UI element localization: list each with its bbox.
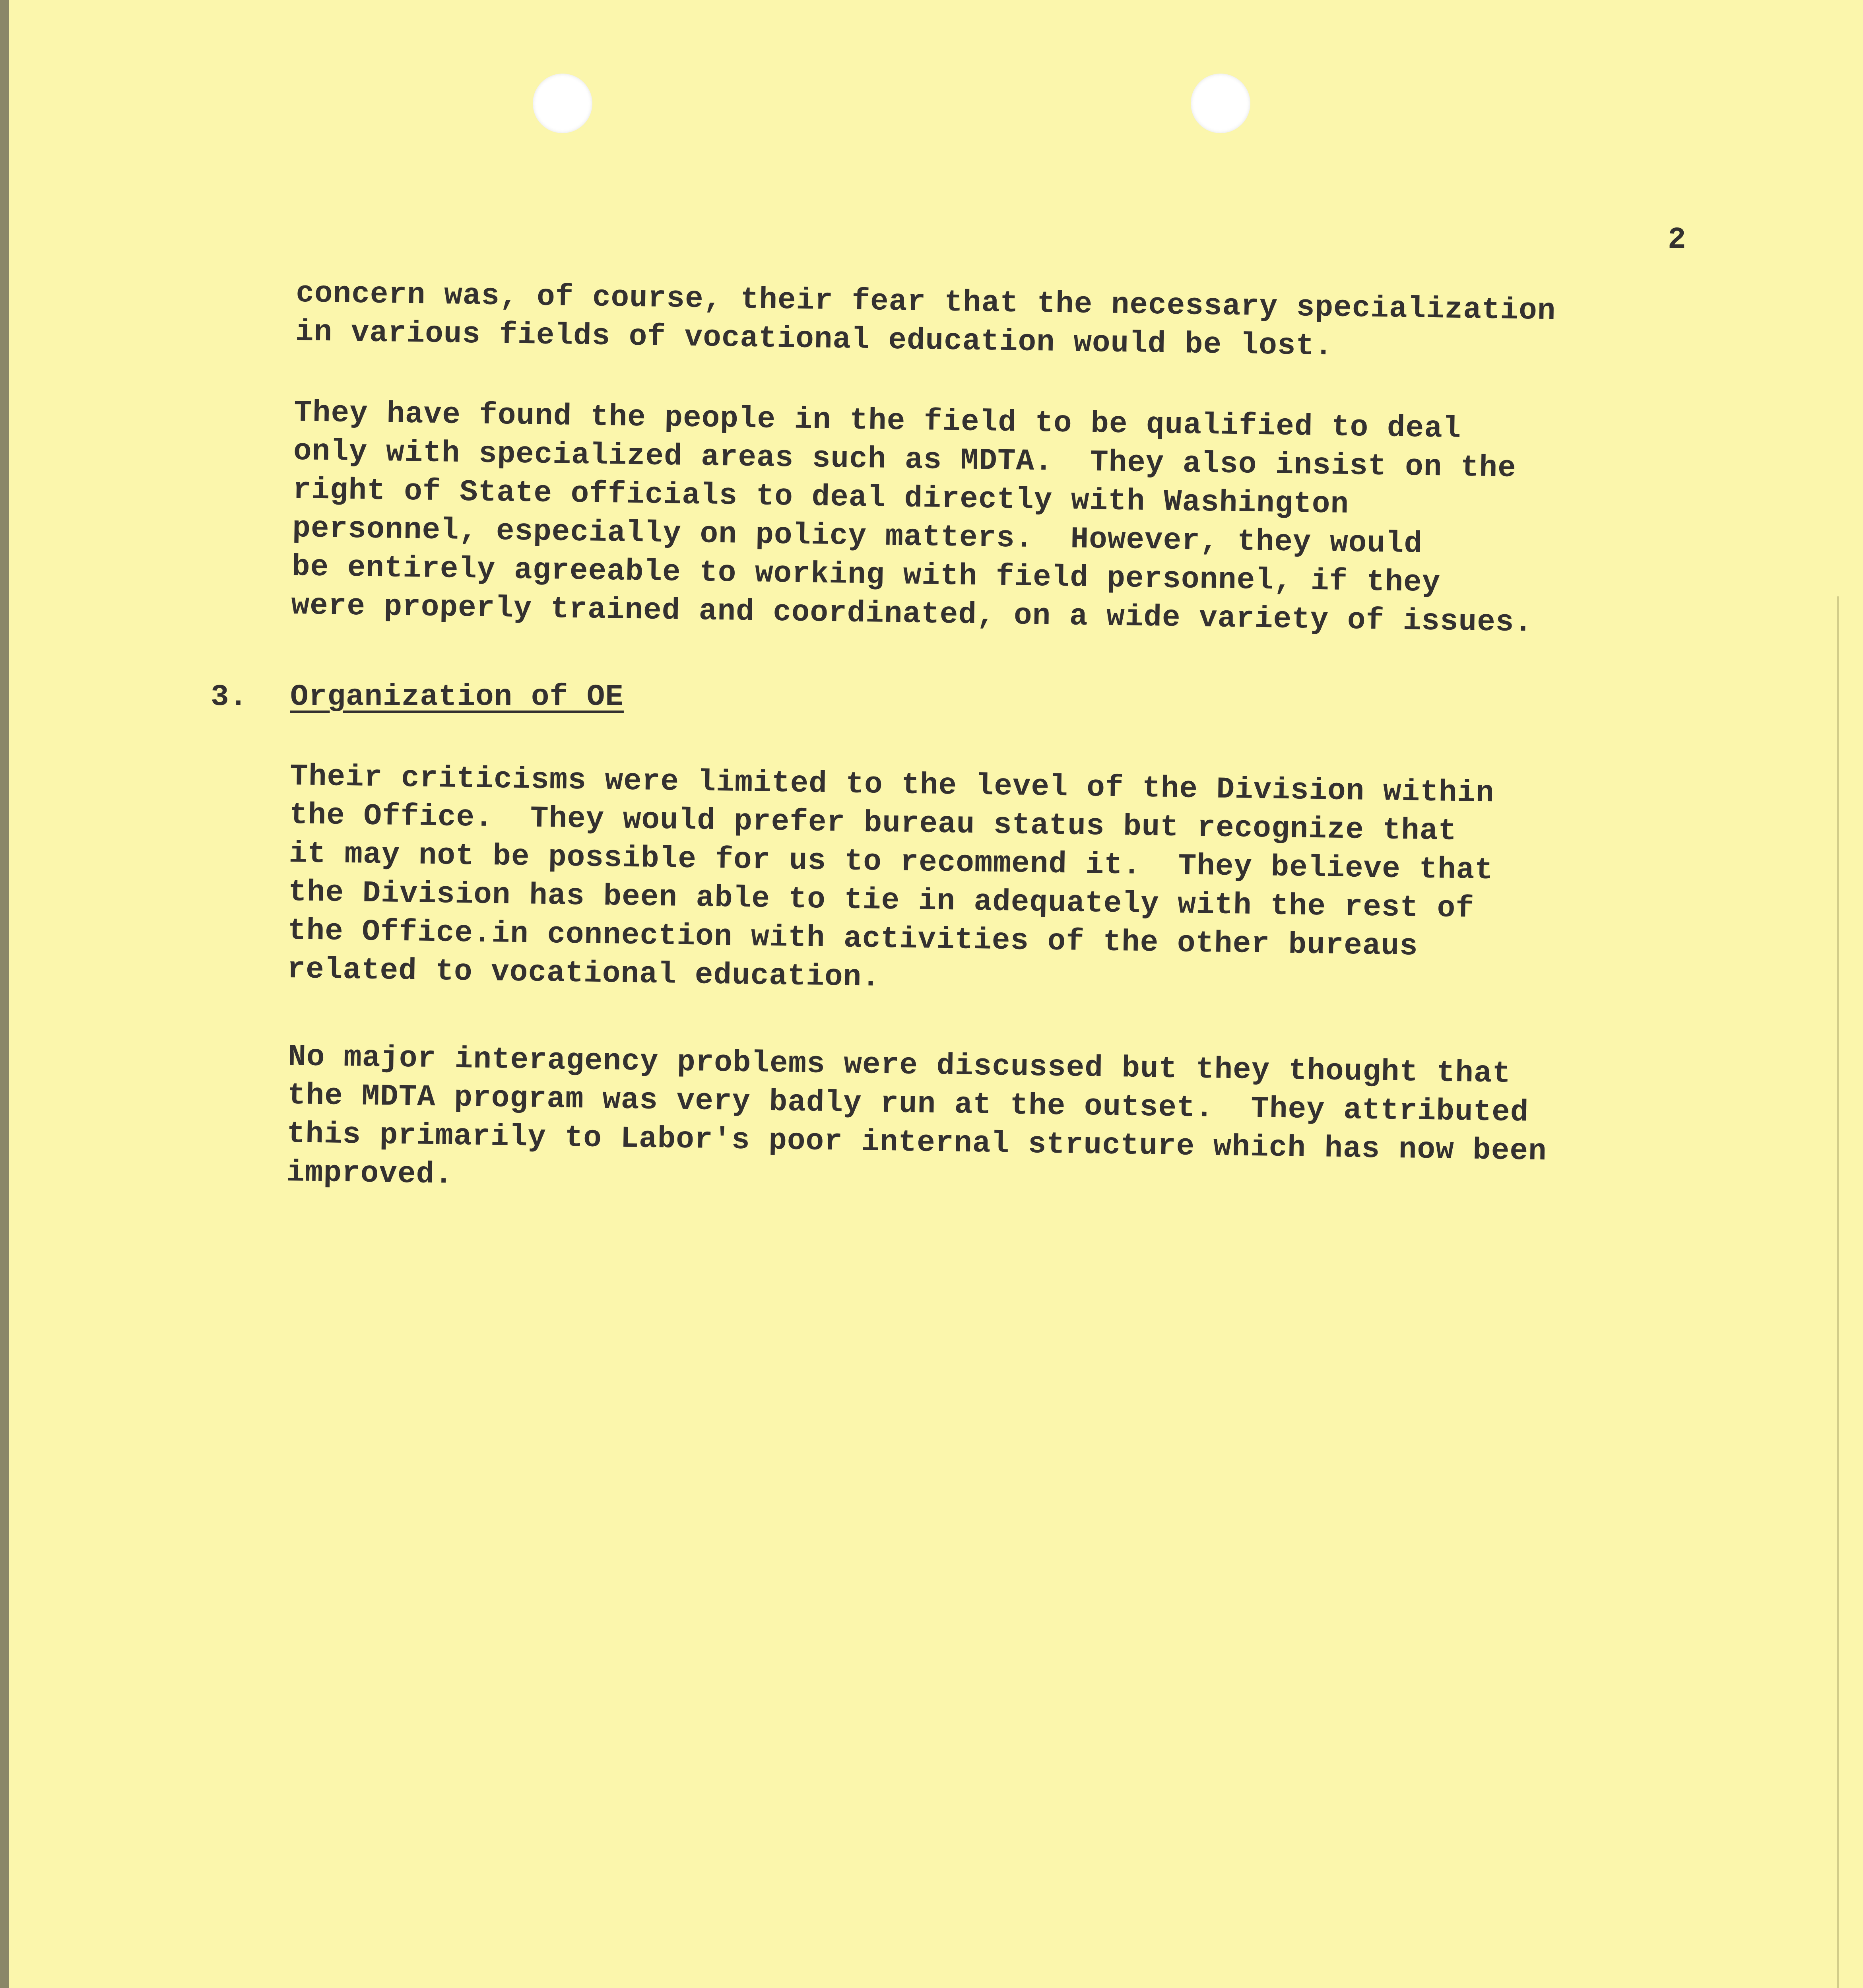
paragraph-interagency: No major interagency problems were discussed but they thought that the MDTA program was very badly run at the outset. They attributed this primarily to Labor's poor internal structure which has now been improved.: [286, 1039, 1547, 1192]
paragraph-criticisms: Their criticisms were limited to the level of the Division within the Office. They would prefer bureau status but recognize that it may not be possible for us to recommend it. They believe that the Division has been able to tie in adequately with the rest of the Office.in connection with activities of the other bureaus related to vocational education.: [287, 759, 1495, 995]
punch-hole-right: [1191, 74, 1250, 133]
scan-edge-right: [1837, 596, 1839, 1988]
paragraph-field-personnel: They have found the people in the field to be qualified to deal only with specialized areas such as MDTA. They also insist on the right of State officials to deal directly with Washington personnel, especially on policy matters. However, they would be entirely agreeable to working with field personnel, if they were properly trained and coordinated, on a wide variety of issues.: [291, 395, 1533, 640]
scan-edge: [0, 0, 9, 1988]
paragraph-concern: concern was, of course, their fear that the necessary specialization in various fields of vocational education would be lost.: [295, 276, 1556, 364]
section-title: Organization of OE: [290, 680, 624, 714]
page-number: 2: [1668, 223, 1686, 257]
section-number: 3.: [211, 680, 248, 714]
punch-hole-left: [533, 74, 592, 133]
